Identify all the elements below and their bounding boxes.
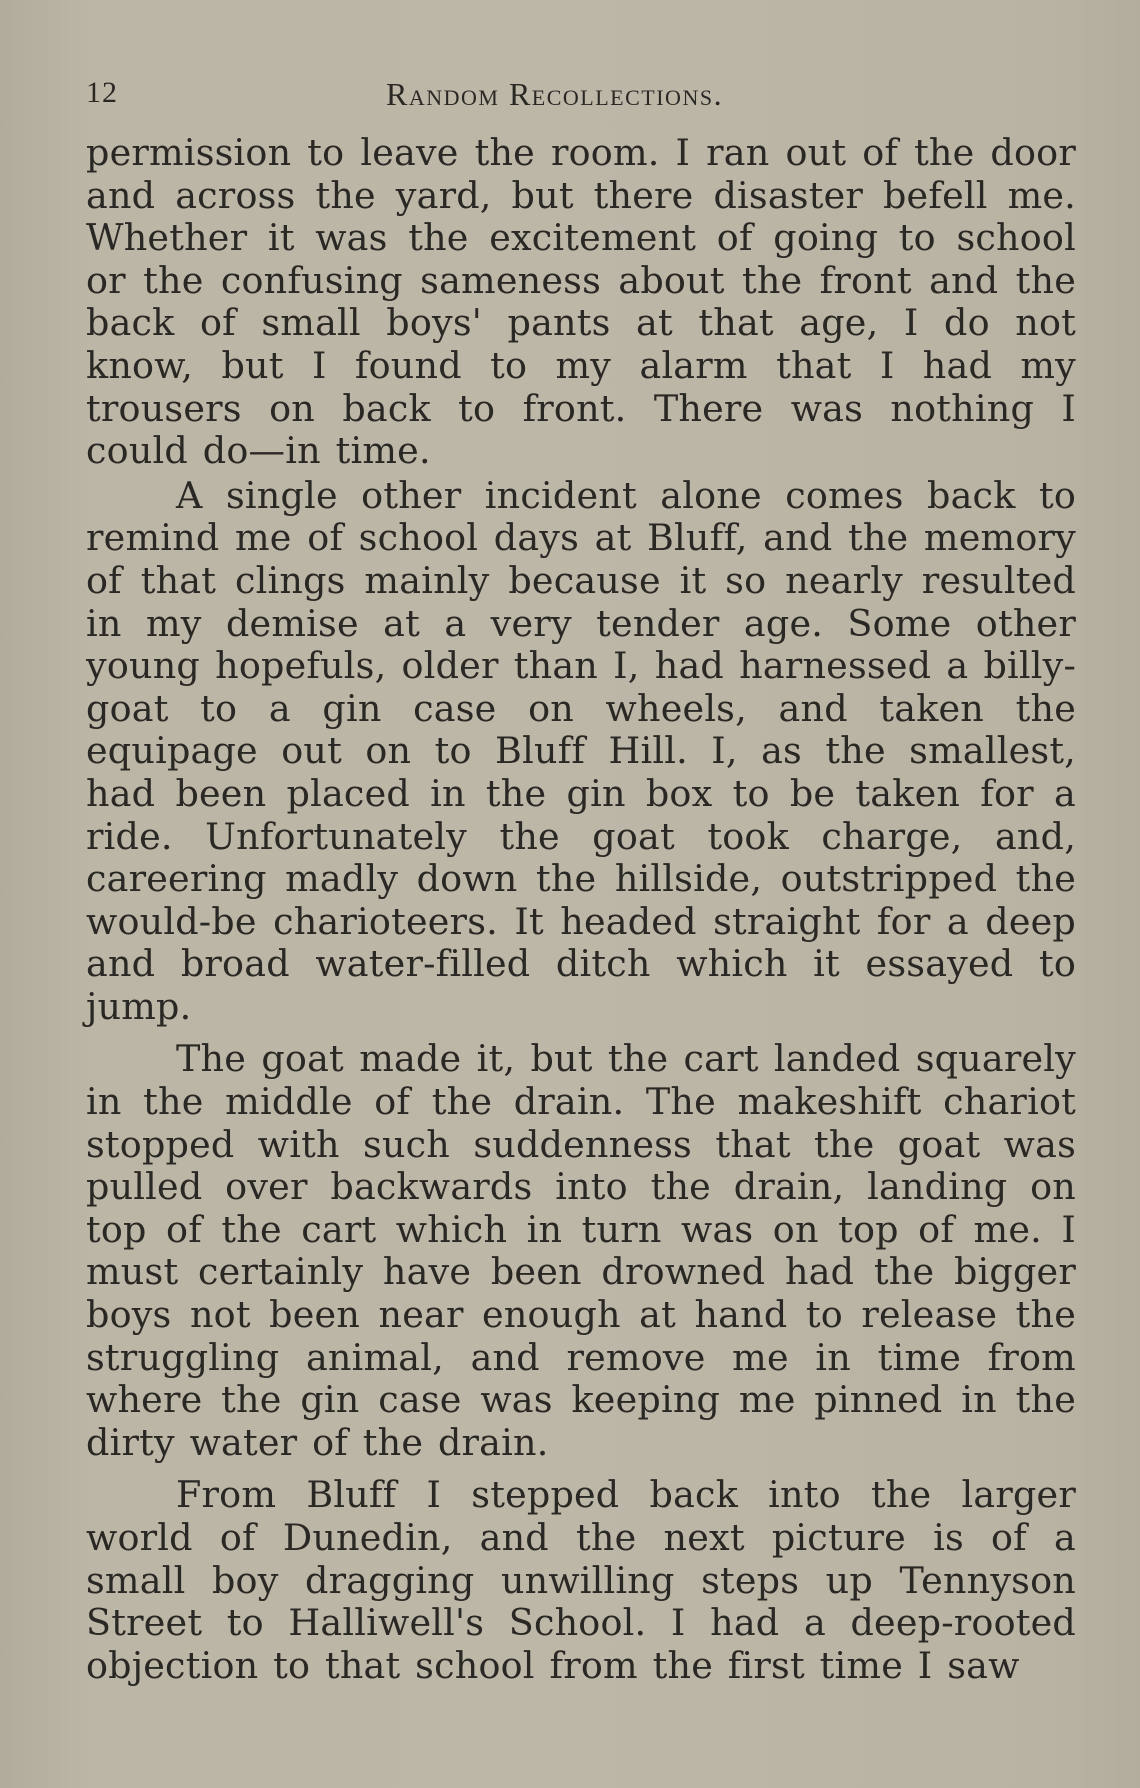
paragraph-3: The goat made it, but the cart landed squarely in the middle of the drain. The makeshift chariot stopped with such suddenness that the goat was pulled over backwards into the drain, landing on top of the cart which in turn was on top of me. I must certainly have been drowned had the bigger boys not been near enough at hand to release the struggling animal, and remove me in time from where the gin case was keeping me pinned in the dirty water of the drain. [86, 1037, 1076, 1464]
paragraph-1: permission to leave the room. I ran out of the door and across the yard, but there disaster befell me. Whether it was the excitement of going to school or the confusing sameness about the front and the back of small boys' pants at that age, I do not know, but I found to my alarm that I had my trousers on back to front. There was nothing I could do—in time. [86, 131, 1076, 473]
paragraph-4: From Bluff I stepped back into the larger world of Dunedin, and the next picture is of a small boy dragging unwilling steps up Tennyson Street to Halliwell's School. I had a deep-rooted objection to that school from the first time I saw [86, 1473, 1076, 1687]
page-number: 12 [86, 76, 118, 109]
body-text [86, 132, 1076, 1687]
running-head [86, 70, 1076, 110]
paragraph-2: A single other incident alone comes back to remind me of school days at Bluff, and the memory of that clings mainly because it so nearly resulted in my demise at a very tender age. Some other young hopefuls, older than I, had harnessed a billy-goat to a gin case on wheels, and taken the equipage out on to Bluff Hill. I, as the smallest, had been placed in the gin box to be taken for a ride. Unfortunately the goat took charge, and, careering madly down the hillside, outstripped the would-be charioteers. It headed straight for a deep and broad water-filled ditch which it essayed to jump. [86, 473, 1076, 1028]
running-title: Random Recollections. [386, 76, 724, 112]
